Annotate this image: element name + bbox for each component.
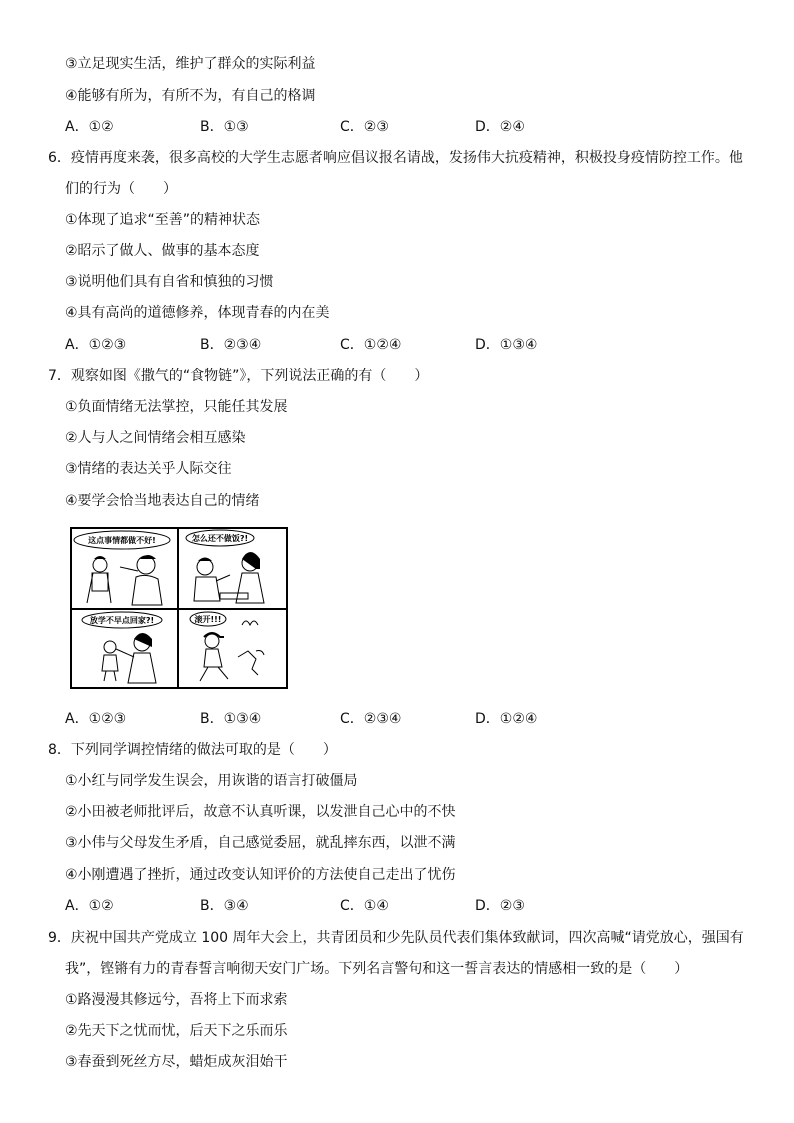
q7-item-4: ④要学会恰当地表达自己的情绪 [65,493,260,509]
panel-1-speech: 这点事情都做不好! [88,536,156,545]
q8-item-1: ①小红与同学发生误会，用诙谐的语言打破僵局 [65,773,358,789]
panel-4-speech: 滚开!!! [194,615,222,624]
q6-options [65,335,685,355]
option-b[interactable]: B．①③ [200,119,249,135]
q6-item-3: ③说明他们具有自省和慎独的习惯 [65,274,274,290]
option-d[interactable]: D．①③④ [475,337,538,353]
q8-item-2: ②小田被老师批评后，故意不认真听课，以发泄自己心中的不快 [65,804,456,820]
option-a[interactable]: A．①②③ [65,337,127,353]
q8-stem: 8．下列同学调控情绪的做法可取的是（ ） [48,742,337,758]
option-c[interactable]: C．②③④ [340,711,402,727]
q8-item-4: ④小刚遭遇了挫折，通过改变认知评价的方法使自己走出了忧伤 [65,867,456,883]
q8-options [65,896,685,916]
q9-item-1: ①路漫漫其修远兮，吾将上下而求索 [65,992,288,1008]
q6-stem-line2: 们的行为（ ） [65,181,177,197]
option-d[interactable]: D．①②④ [475,711,538,727]
panel-3-speech: 放学不早点回家?! [89,616,155,625]
comic-figure [70,527,288,689]
q7-item-3: ③情绪的表达关乎人际交往 [65,461,232,477]
option-c[interactable]: C．②③ [340,119,389,135]
q6-stem-line1: 6．疫情再度来袭，很多高校的大学生志愿者响应倡议报名请战，发扬伟大抗疫精神，积极投身疫情防控工作。他 [48,150,743,166]
q7-item-2: ②人与人之间情绪会相互感染 [65,430,246,446]
option-a[interactable]: A．①②③ [65,711,127,727]
option-d[interactable]: D．②③ [475,898,525,914]
q7-options [65,709,685,729]
q6-item-2: ②昭示了做人、做事的基本态度 [65,243,260,259]
q9-item-2: ②先天下之忧而忧，后天下之乐而乐 [65,1023,288,1039]
option-d[interactable]: D．②④ [475,119,525,135]
q9-item-3: ③春蚕到死丝方尽，蜡炬成灰泪始干 [65,1054,288,1070]
option-a[interactable]: A．①② [65,898,114,914]
option-b[interactable]: B．①③④ [200,711,262,727]
prev-options [65,117,685,137]
option-b[interactable]: B．③④ [200,898,249,914]
q6-item-4: ④具有高尚的道德修养，体现青春的内在美 [65,305,330,321]
q7-stem: 7．观察如图《撒气的“食物链”》，下列说法正确的有（ ） [48,368,429,384]
q9-stem-line2: 我”，铿锵有力的青春誓言响彻天安门广场。下列名言警句和这一誓言表达的情感相一致的是（ ） [65,961,689,977]
q6-item-1: ①体现了追求“至善”的精神状态 [65,212,261,228]
option-b[interactable]: B．②③④ [200,337,262,353]
option-c[interactable]: C．①②④ [340,337,402,353]
panel-2-speech: 怎么还不做饭?! [191,534,249,543]
q8-item-3: ③小伟与父母发生矛盾，自己感觉委屈，就乱摔东西，以泄不满 [65,835,456,851]
option-a[interactable]: A．①② [65,119,114,135]
prev-item-3: ③立足现实生活，维护了群众的实际利益 [65,56,316,72]
option-c[interactable]: C．①④ [340,898,389,914]
q7-item-1: ①负面情绪无法掌控，只能任其发展 [65,399,288,415]
q9-stem-line1: 9．庆祝中国共产党成立 100 周年大会上，共青团员和少先队员代表们集体致献词，四次高喊“请党放心，强国有 [48,930,744,946]
prev-item-4: ④能够有所为，有所不为，有自己的格调 [65,88,316,104]
